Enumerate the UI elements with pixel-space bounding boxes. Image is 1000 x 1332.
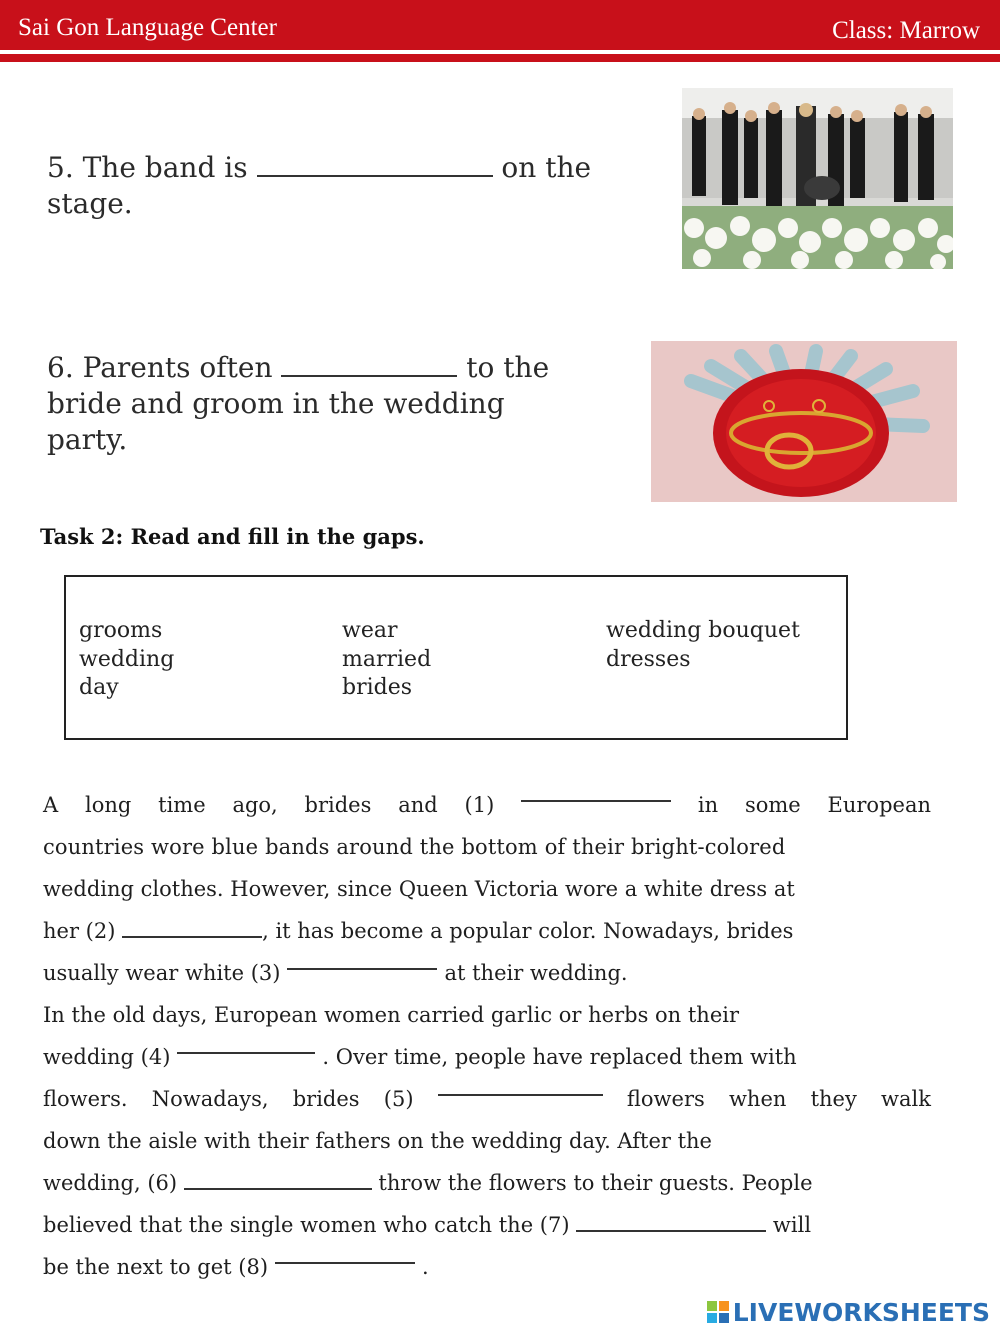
passage-word: European: [827, 793, 931, 817]
passage-word: when: [728, 1087, 787, 1111]
class-label: Class: Marrow: [832, 17, 980, 44]
liveworksheets-logo: LIVEWORKSHEETS: [707, 1296, 990, 1328]
word-bank-box: [64, 575, 848, 740]
passage-line-12: be the next to get (8) .: [43, 1246, 931, 1288]
gap-blank-2[interactable]: [122, 920, 262, 938]
answer-blank-5[interactable]: [257, 153, 493, 177]
gap-blank-3[interactable]: [287, 952, 437, 970]
page-header: [0, 0, 1000, 50]
red-tray-jewelry-money-photo: [651, 341, 957, 502]
word-bank-item: wedding bouquet: [606, 618, 800, 643]
passage-word: flowers.: [43, 1087, 128, 1111]
passage-word: flowers: [626, 1087, 705, 1111]
word-bank-item: brides: [342, 675, 413, 700]
passage-word: A: [43, 793, 59, 817]
passage-line-4: her (2) , it has become a popular color. Nowadays, brides: [43, 919, 794, 943]
answer-blank-6[interactable]: [281, 353, 457, 377]
passage-line-9: down the aisle with their fathers on the wedding day. After the: [43, 1129, 712, 1153]
passage-line-6: In the old days, European women carried garlic or herbs on their: [43, 1003, 740, 1027]
passage-line-8: [43, 1078, 931, 1120]
center-name: Sai Gon Language Center: [18, 14, 277, 41]
gap-blank-8[interactable]: [275, 1246, 415, 1264]
gap-blank-6[interactable]: [184, 1172, 372, 1190]
passage-word: long: [84, 793, 132, 817]
passage-line-5: usually wear white (3) at their wedding.: [43, 952, 931, 994]
passage-line-7: wedding (4) . Over time, people have replaced them with: [43, 1036, 931, 1078]
word-bank-item: day: [79, 675, 119, 700]
word-bank-column-1: [79, 617, 174, 703]
liveworksheets-mark-icon: [707, 1301, 729, 1323]
question-5: 5. The band is on the stage.: [47, 151, 592, 220]
passage-word: they: [810, 1087, 857, 1111]
passage-word: brides: [304, 793, 372, 817]
passage-line-3: wedding clothes. However, since Queen Victoria wore a white dress at: [43, 877, 795, 901]
passage-line-10: wedding, (6) throw the flowers to their guests. People: [43, 1171, 813, 1195]
passage-word: ago,: [232, 793, 278, 817]
passage-word: Nowadays,: [151, 1087, 269, 1111]
word-bank-item: grooms: [79, 618, 163, 643]
passage-word: time: [158, 793, 206, 817]
reading-passage: [43, 784, 931, 1288]
word-bank-item: wear: [342, 618, 398, 643]
gap-blank-1[interactable]: [521, 784, 671, 802]
word-bank-item: married: [342, 646, 432, 672]
gap-blank-4[interactable]: [177, 1036, 315, 1054]
passage-word: (1): [464, 793, 495, 817]
gap-blank-7[interactable]: [576, 1214, 766, 1232]
passage-word: and: [398, 793, 438, 817]
passage-line-11: believed that the single women who catch the (7) will: [43, 1213, 812, 1237]
word-bank-item: dresses: [606, 646, 691, 672]
word-bank-item: wedding: [79, 646, 175, 672]
passage-word: (5): [383, 1087, 414, 1111]
passage-word: in: [697, 793, 719, 817]
header-divider-light: [0, 50, 1000, 53]
word-bank-column-2: [342, 617, 431, 703]
band-on-stage-photo: [682, 88, 953, 269]
passage-line-2: countries wore blue bands around the bottom of their bright-colored: [43, 835, 786, 859]
passage-word: walk: [881, 1087, 931, 1111]
question-6: 6. Parents often to the bride and groom in the wedding party.: [47, 351, 550, 456]
header-divider-red: [0, 54, 1000, 62]
task-2-title: Task 2: Read and fill in the gaps.: [40, 524, 425, 549]
passage-line-1: [43, 784, 931, 826]
passage-word: brides: [292, 1087, 360, 1111]
passage-word: some: [744, 793, 801, 817]
gap-blank-5[interactable]: [438, 1078, 603, 1096]
word-bank-column-3: [606, 617, 800, 674]
